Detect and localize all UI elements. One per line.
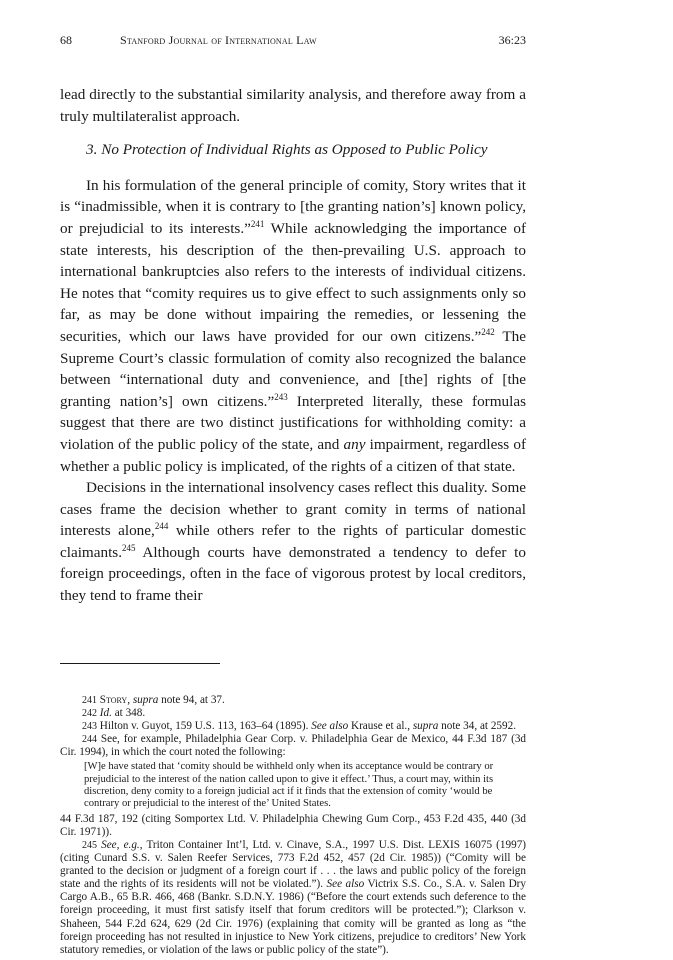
emphasis: See, e.g.: [101, 838, 140, 851]
text-span: Story: [99, 693, 128, 706]
footnote-242: [60, 707, 526, 720]
text-span: Decisions in the international insolvency cases reflect this duality. Some cases frame the decision whether to grant comity in terms of national interests alone,: [60, 479, 526, 540]
text-span: at 348.: [111, 706, 146, 719]
paragraph-continuation: lead directly to the substantial similarity analysis, and therefore away from a truly multilateralist approach.: [60, 86, 526, 125]
running-head: [60, 30, 526, 50]
footnote-ref-241[interactable]: 241: [250, 218, 265, 229]
footnote-number: 241: [82, 694, 97, 706]
main-text: [60, 84, 526, 607]
emphasis: supra: [132, 693, 159, 706]
footnote-ref-244[interactable]: 244: [154, 521, 169, 532]
text-span: The Supreme Court’s classic formulation of comity also recognized the balance between “international duty and convenience, and [the] rights of [the granting nation’s] own citizens.”: [60, 327, 526, 410]
journal-page: [60, 30, 526, 957]
footnote-241: 241 Story, supra note 94, at 37.: [82, 693, 225, 706]
footnote-number: 245: [82, 839, 97, 851]
text-span: Interpreted literally, these formulas suggest that there are two distinct justifications for withholding comity: a violation of the public policy of the state, and: [60, 392, 526, 453]
text-span: while others refer to the rights of particular domestic claimants.: [60, 522, 526, 561]
section-heading: 3. No Protection of Individual Rights as Opposed to Public Policy: [86, 141, 488, 159]
emphasis: See also: [311, 719, 349, 732]
text-span: note 34, at 2592.: [438, 719, 517, 732]
text-span: Hilton v. Guyot, 159 U.S. 113, 163–64 (1895).: [99, 719, 312, 732]
volume-number: 36:23: [498, 33, 526, 47]
footnote-244: [60, 733, 526, 759]
footnote-number: 242: [82, 707, 97, 719]
journal-title: Stanford Journal of International Law: [120, 33, 317, 47]
paragraph-decisions: [60, 477, 526, 607]
text-span: note 94, at 37.: [158, 693, 225, 706]
text-span: impairment, regardless of whether a public policy is implicated, of the rights of a citizen of that state.: [60, 435, 526, 475]
footnote-244-continuation: 44 F.3d 187, 192 (citing Somportex Ltd. V. Philadelphia Chewing Gum Corp., 453 F.2d 435, 440 (3d Cir. 1971)).: [60, 812, 526, 838]
emphasis: See also: [326, 878, 365, 891]
footnote-number: 244: [82, 733, 97, 745]
text-span: In his formulation of the general principle of comity, Story writes that it is “inadmissible, when it is contrary to [the granting nation’s] known policy, or prejudicial to its interests.”: [60, 176, 526, 237]
footnote-245: [60, 839, 526, 957]
footnote-ref-243[interactable]: 243: [274, 391, 288, 402]
text-span: , Triton Container Int’l, Ltd. v. Cinave, S.A., 1997 U.S. Dist. LEXIS 16075 (1997) (citing Cunard S.S. v. Salen Reefer Services, 773 F.2d 452, 457 (2d Cir. 1985)) (“Comity will be granted to the decision or judgment of a foreign court if . . . the laws and public policy of the foreign state and the rights of its residents will not be violated.”).: [60, 838, 527, 891]
footnote-ref-242[interactable]: 242: [481, 326, 495, 337]
footnote-divider: [60, 663, 220, 664]
text-span: Victrix S.S. Co., S.A. v. Salen Dry Cargo A.B., 65 B.R. 466, 468 (Bankr. S.D.N.Y. 1986) (“Before the court extends such deference to the foreign proceeding, it must first satisfy itself that forum creditors will be protected.”); Clarkson v. Shaheen, 544 F.2d 624, 629 (2d Cir. 1976) (explaining that comity will be granted as long as “the foreign proceeding has not resulted in injustice to New York citizens, prejudice to creditors’ New York statutory remedies, or violation of the laws or public policy of the state”).: [60, 878, 526, 956]
page-number: 68: [60, 33, 72, 47]
text-span: See, for example, Philadelphia Gear Corp. v. Philadelphia Gear de Mexico, 44 F.3d 187 (3d Cir. 1994), in which the court noted the following:: [60, 732, 527, 759]
paragraph-story: [60, 175, 526, 477]
text-span: While acknowledging the importance of state interests, his description of the then-prevailing U.S. approach to international bankruptcies also refers to the interests of individual citizens. He notes that “comity requires us to give effect to such assignments only so far, as may be done without impairing the remedies, or lessening the securities, which our laws have provided for our own citizens.”: [60, 219, 527, 345]
footnote-number: 243: [82, 720, 97, 732]
footnotes: [60, 694, 526, 957]
emphasis: Id.: [99, 706, 112, 719]
footnote-243: [60, 720, 526, 733]
footnote-ref-245[interactable]: 245: [122, 542, 136, 553]
block-quote: [W]e have stated that ‘comity should be withheld only when its acceptance would be contrary or prejudicial to the interest of the nation called upon to give it effect.’ Thus, a court may, within its discretion, deny comity to a foreign judicial act if it finds that the extension of comity ‘would be contrary or prejudicial to the interest of the’ United States.: [84, 761, 494, 810]
emphasis: supra: [412, 719, 439, 732]
emphasis: any: [343, 435, 366, 453]
text-span: Krause et al.,: [348, 719, 413, 732]
text-span: Although courts have demonstrated a tendency to defer to foreign proceedings, often in the face of vigorous protest by local creditors, they tend to frame their: [60, 543, 526, 605]
